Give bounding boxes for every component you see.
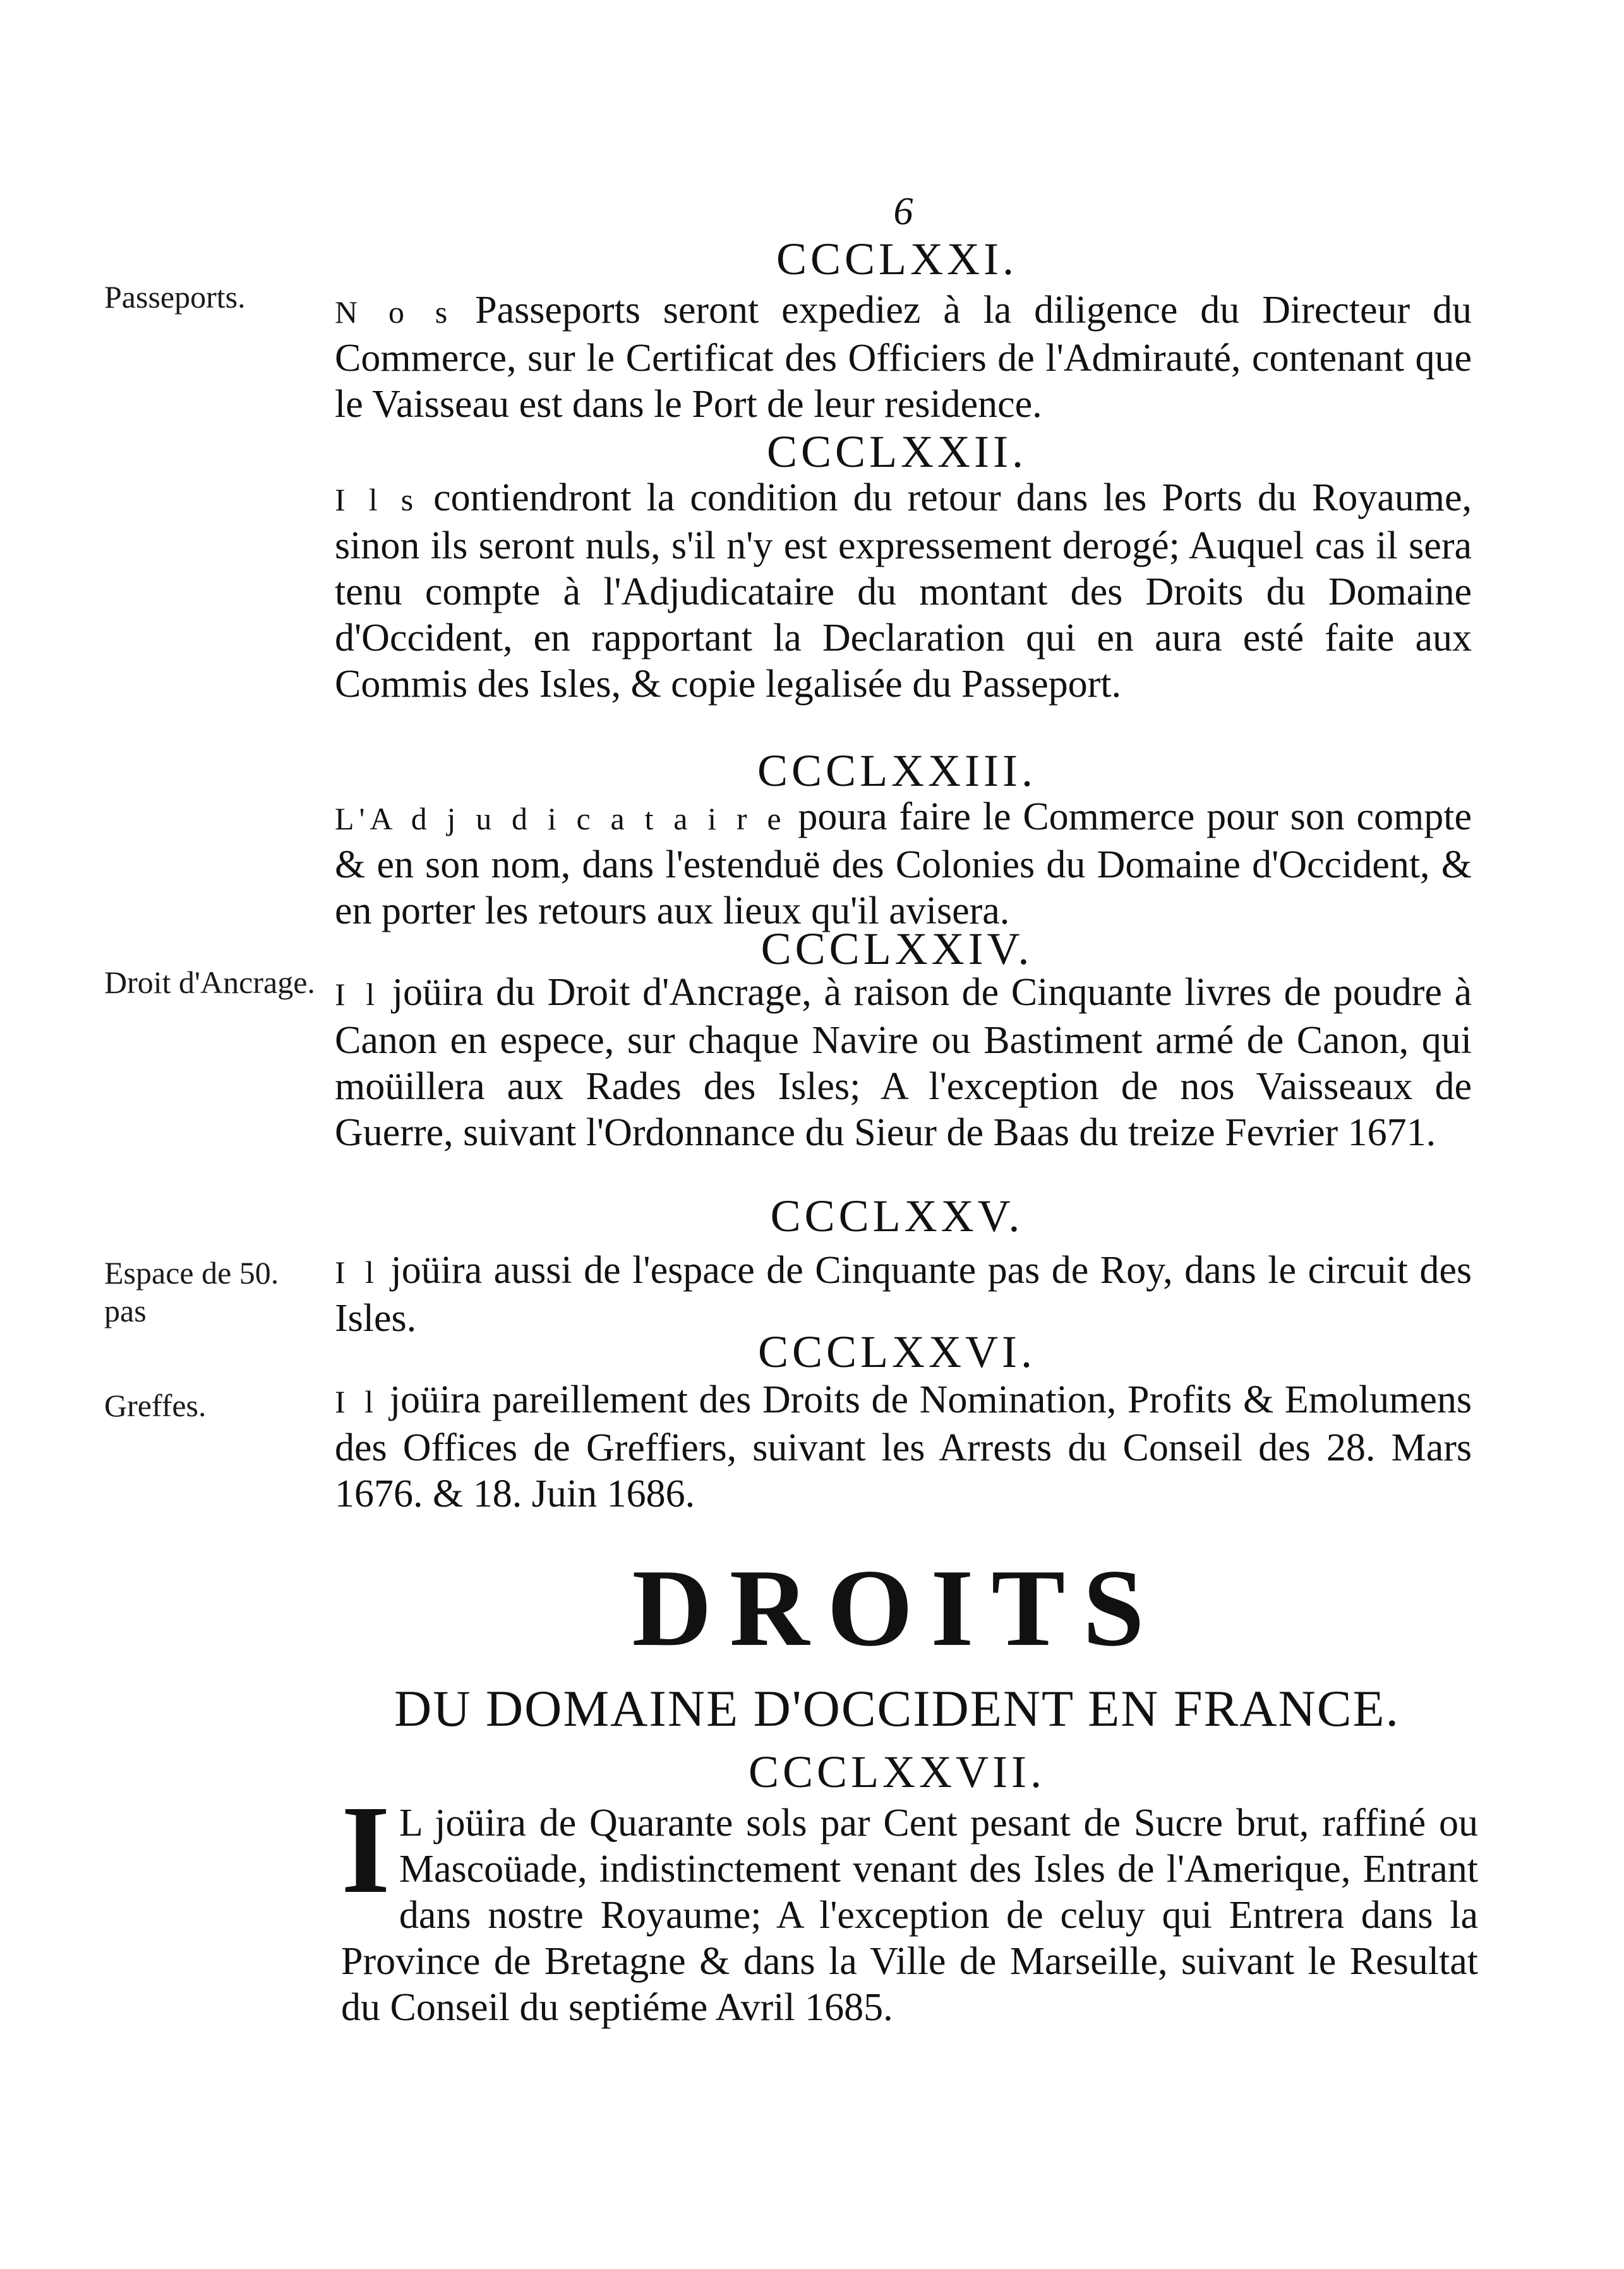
margin-note-ancrage: Droit d'Ancrage. [104, 965, 315, 1000]
article-lead: I l [335, 1255, 380, 1290]
article-body [341, 1780, 1478, 2031]
article-lead: I l s [335, 482, 419, 517]
page-number: 6 [893, 190, 913, 233]
margin-note-passeports: Passeports. [104, 279, 246, 315]
article-body [335, 1377, 1472, 1517]
article-text: joüira pareillement des Droits de Nomination, Profits & Emolumens des Offices de Greffiers, suivant les Arrests du Conseil des 28. Mars 1676. & 18. Juin 1686. [335, 1378, 1472, 1515]
article-lead: I l [335, 1384, 379, 1419]
article-lead: N o s [335, 294, 453, 330]
article-text: joüira aussi de l'espace de Cinquante pas de Roy, dans le circuit des Isles. [335, 1249, 1472, 1340]
article-body [335, 287, 1472, 428]
article-text: poura faire le Commerce pour son compte & en son nom, dans l'estenduë des Colonies du Domaine d'Occident, & en porter les retours aux lieux qu'il avisera. [335, 795, 1472, 932]
article-heading: CCCLXXVII. [749, 1747, 1045, 1797]
article-lead: L'A d j u d i c a t a i r e [335, 801, 786, 836]
article-text: L joüira de Quarante sols par Cent pesant de Sucre brut, raffiné ou Mascoüade, indistinctement venant des Isles de l'Amerique, Entrant dans nostre Royaume; A l'exception de celuy qui Entrera dans la Province de Bretagne & dans la Ville de Marseille, suivant le Resultat du Conseil du septiéme Avril 1685. [341, 1802, 1478, 2029]
article-heading: CCCLXXI. [776, 234, 1018, 284]
section-subtitle: DU DOMAINE D'OCCIDENT EN FRANCE. [394, 1680, 1400, 1737]
article-text: joüira du Droit d'Ancrage, à raison de Cinquante livres de poudre à Canon en espece, sur chaque Navire ou Bastiment armé de Canon, qui moüillera aux Rades des Isles; A l'exception de nos Vaisseaux de Guerre, suivant l'Ordonnance du Sieur de Baas du treize Fevrier 1671. [335, 971, 1472, 1154]
article-heading: CCCLXXII. [767, 426, 1027, 477]
article-text: Passeports seront expediez à la diligence du Directeur du Commerce, sur le Certificat des Officiers de l'Admirauté, contenant que le Vaisseau est dans le Port de leur residence. [335, 289, 1472, 426]
margin-note-greffes: Greffes. [104, 1388, 207, 1423]
article-heading: CCCLXXIV. [761, 924, 1033, 974]
article-heading: CCCLXXVI. [757, 1327, 1036, 1377]
margin-note-espace: Espace de 50. pas [104, 1255, 279, 1328]
article-text: contiendront la condition du retour dans les Ports du Royaume, sinon ils seront nuls, s'il n'y est expressement derogé; Auquel cas il sera tenu compte à l'Adjudicataire du montant des Droits du Domaine d'Occident, en rapportant la Declaration qui en aura esté faite aux Commis des Isles, & copie legalisée du Passeport. [335, 476, 1472, 706]
article-body [335, 475, 1472, 707]
article-lead: I l [335, 977, 380, 1012]
article-heading: CCCLXXIII. [757, 745, 1037, 796]
article-body [335, 970, 1472, 1156]
drop-cap: I [341, 1780, 390, 1920]
article-heading: CCCLXXV. [770, 1191, 1024, 1241]
article-body [335, 794, 1472, 934]
section-title: DROITS [632, 1546, 1162, 1669]
